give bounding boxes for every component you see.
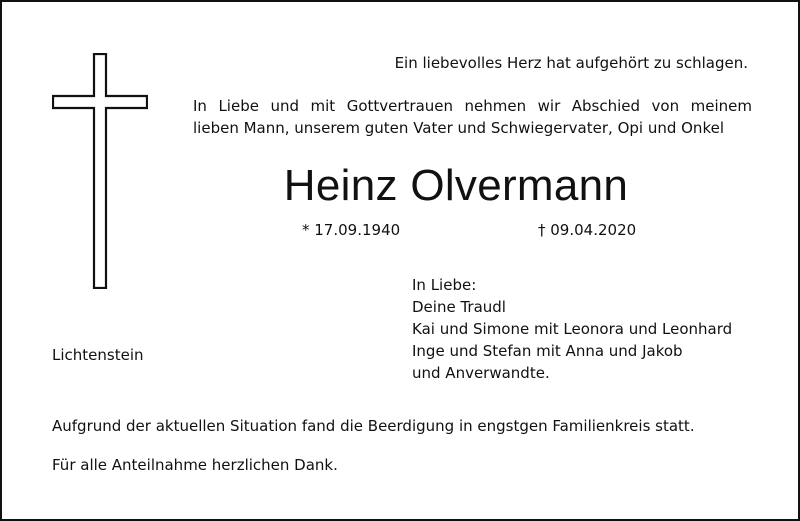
death-date: † 09.04.2020 — [538, 221, 637, 239]
deceased-name: Heinz Olvermann — [283, 161, 629, 210]
birth-date: * 17.09.1940 — [302, 221, 401, 239]
intro-line-2: lieben Mann, unserem guten Vater und Schwiegervater, Opi und Onkel — [193, 119, 724, 137]
tagline: Ein liebevolles Herz hat aufgehört zu schlagen. — [394, 54, 748, 72]
thanks-note: Für alle Anteilnahme herzlichen Dank. — [52, 456, 338, 474]
mourner-line: Inge und Stefan mit Anna und Jakob — [412, 342, 683, 360]
mourners-list — [412, 274, 732, 384]
intro-text — [193, 95, 752, 139]
place-name: Lichtenstein — [52, 346, 144, 364]
mourner-line: Kai und Simone mit Leonora und Leonhard — [412, 320, 733, 338]
mourner-line: und Anverwandte. — [412, 364, 550, 382]
mourner-line: Deine Traudl — [412, 298, 506, 316]
intro-line-1: In Liebe und mit Gottvertrauen nehmen wir Abschied von meinem — [193, 97, 752, 115]
funeral-note: Aufgrund der aktuellen Situation fand die Beerdigung in engstgen Familienkreis statt. — [52, 417, 695, 435]
mourners-heading: In Liebe: — [412, 276, 477, 294]
